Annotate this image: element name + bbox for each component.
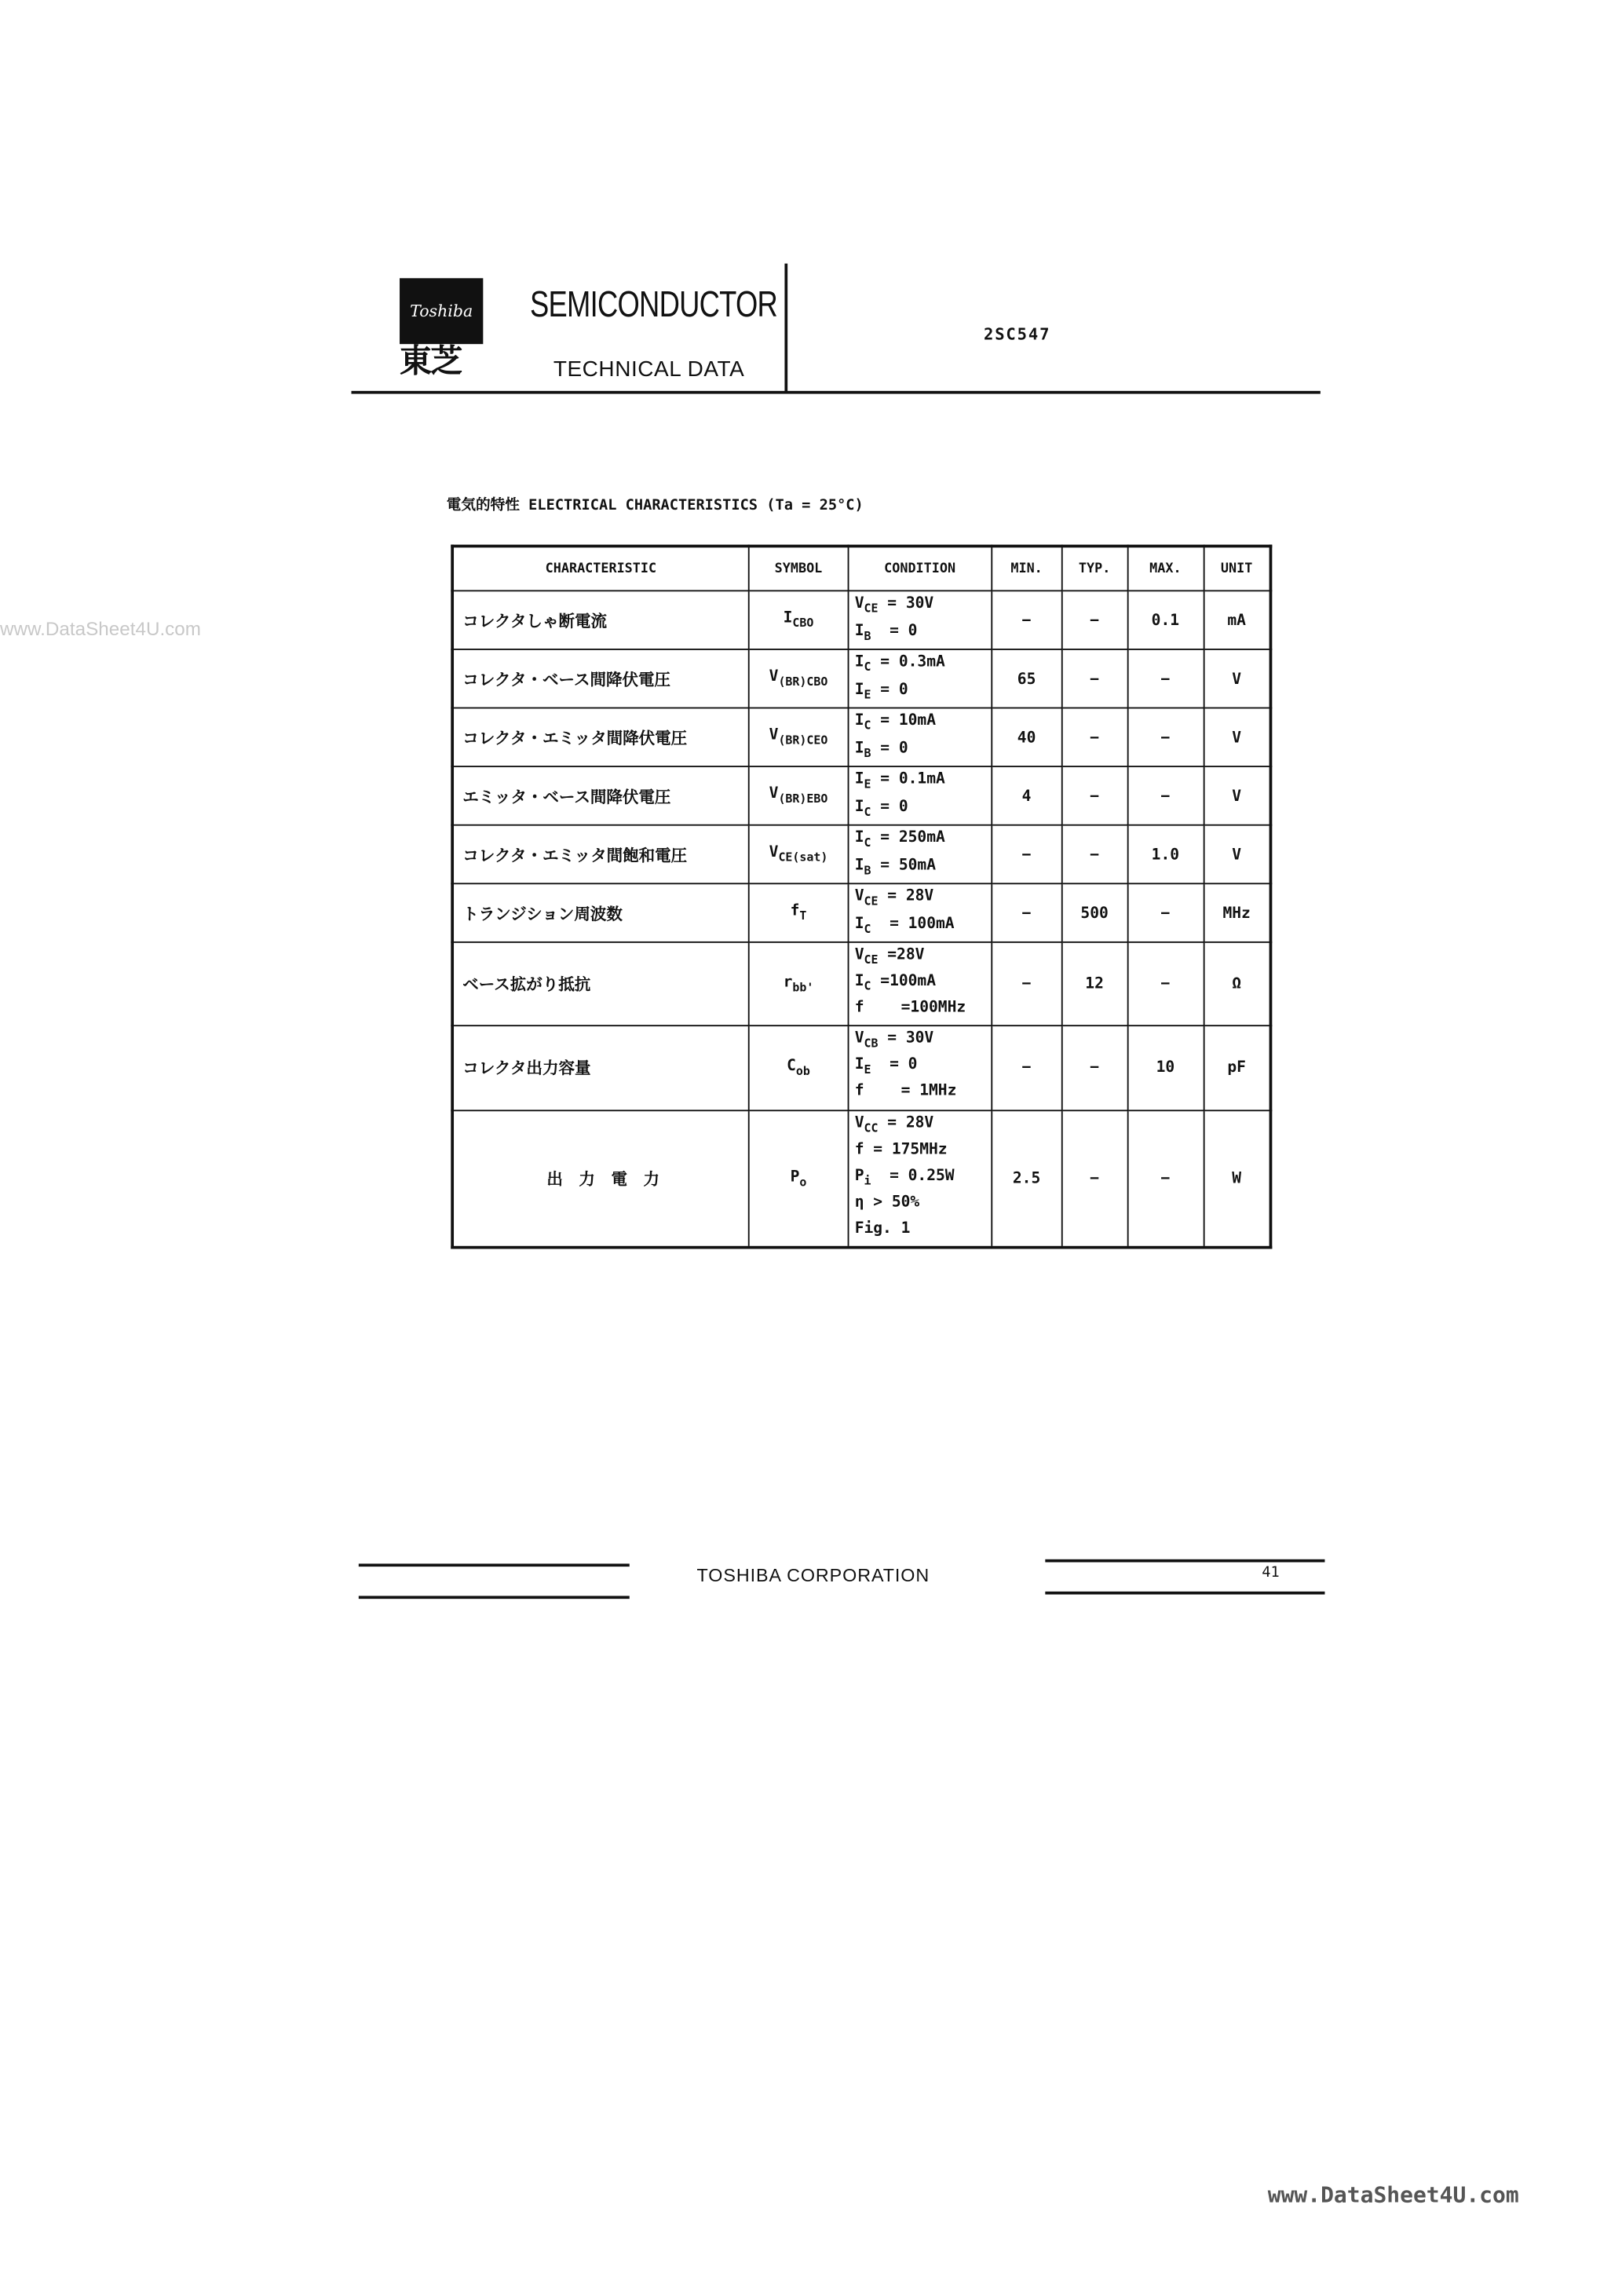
characteristic-cell: コレクタ・ベース間降伏電圧 — [452, 649, 749, 708]
condition-symbol: I — [854, 711, 864, 730]
symbol-cell — [749, 590, 849, 649]
toshiba-logo — [400, 278, 483, 383]
condition-subscript: C — [864, 836, 871, 850]
condition-symbol: I — [854, 914, 864, 932]
condition-value: =100MHz — [864, 999, 966, 1017]
condition-subscript: CC — [864, 1121, 879, 1135]
column-header: CHARACTERISTIC — [452, 546, 749, 590]
condition-value: = 1MHz — [864, 1082, 957, 1101]
condition-line — [855, 945, 985, 971]
symbol-subscript: T — [799, 909, 807, 923]
symbol-cell — [749, 1026, 849, 1110]
unit-cell: V — [1204, 708, 1271, 767]
condition-symbol: η — [854, 1193, 864, 1211]
condition-line — [855, 620, 985, 647]
footer-company: TOSHIBA CORPORATION — [696, 1565, 930, 1586]
header-divider — [784, 264, 787, 393]
typ-cell: − — [1061, 590, 1127, 649]
condition-value: = 0 — [871, 738, 908, 757]
min-cell: 40 — [992, 708, 1061, 767]
condition-symbol: I — [854, 680, 864, 698]
watermark-left: www.DataSheet4U.com — [0, 617, 201, 640]
symbol-main: f — [790, 902, 800, 920]
condition-symbol: I — [854, 770, 864, 788]
footer-rule — [1045, 1592, 1324, 1594]
min-cell: 65 — [992, 649, 1061, 708]
condition-line — [855, 997, 985, 1024]
condition-value: = 0 — [871, 1056, 918, 1074]
characteristic-cell: コレクタ出力容量 — [452, 1026, 749, 1110]
condition-value: = 100mA — [871, 914, 955, 932]
column-header: UNIT — [1204, 546, 1271, 590]
symbol-cell — [749, 766, 849, 825]
column-header: SYMBOL — [749, 546, 849, 590]
condition-subscript: E — [864, 687, 871, 701]
condition-line — [855, 770, 985, 796]
min-cell: 2.5 — [992, 1110, 1061, 1247]
typ-cell: − — [1061, 825, 1127, 884]
table-row — [452, 766, 1270, 825]
condition-subscript: CE — [864, 602, 879, 616]
condition-symbol: P — [854, 1166, 864, 1184]
symbol-cell — [749, 649, 849, 708]
condition-value: = 0.1mA — [871, 770, 945, 788]
table-row — [452, 1110, 1270, 1247]
max-cell: − — [1127, 883, 1204, 942]
condition-cell — [848, 883, 992, 942]
unit-cell: W — [1204, 1110, 1271, 1247]
condition-subscript: E — [864, 1063, 871, 1077]
condition-cell — [848, 1110, 992, 1247]
condition-line — [855, 1028, 985, 1055]
typ-cell: − — [1061, 1026, 1127, 1110]
condition-cell — [848, 942, 992, 1026]
condition-subscript: CE — [864, 953, 879, 967]
condition-symbol: I — [854, 621, 864, 639]
typ-cell: − — [1061, 708, 1127, 767]
characteristic-cell: トランジション周波数 — [452, 883, 749, 942]
symbol-subscript: (BR)EBO — [778, 792, 828, 806]
condition-subscript: C — [864, 719, 871, 733]
symbol-main: V — [769, 785, 779, 803]
typ-cell: − — [1061, 649, 1127, 708]
symbol-main: C — [787, 1057, 796, 1076]
condition-line — [855, 1139, 985, 1165]
typ-cell: 12 — [1061, 942, 1127, 1026]
condition-subscript: B — [864, 863, 871, 877]
min-cell: − — [992, 883, 1061, 942]
symbol-main: I — [783, 609, 793, 627]
symbol-subscript: (BR)CBO — [778, 675, 828, 689]
condition-subscript: B — [864, 629, 871, 642]
min-cell: − — [992, 942, 1061, 1026]
condition-cell — [848, 825, 992, 884]
header-subtitle: TECHNICAL DATA — [553, 356, 745, 382]
condition-line — [855, 711, 985, 737]
unit-cell: V — [1204, 825, 1271, 884]
table-row — [452, 590, 1270, 649]
condition-symbol: f — [854, 1082, 864, 1101]
table-row — [452, 708, 1270, 767]
condition-subscript: C — [864, 804, 871, 818]
page-number: 41 — [1262, 1565, 1280, 1581]
symbol-main: V — [769, 668, 779, 686]
condition-cell — [848, 766, 992, 825]
footer-rule — [1045, 1559, 1324, 1562]
condition-cell — [848, 649, 992, 708]
condition-line — [855, 913, 985, 940]
condition-line — [855, 887, 985, 913]
unit-cell: mA — [1204, 590, 1271, 649]
condition-symbol: V — [854, 1113, 864, 1132]
footer-rule — [359, 1563, 630, 1566]
table-row — [452, 1026, 1270, 1110]
symbol-cell — [749, 825, 849, 884]
section-title: 電気的特性 ELECTRICAL CHARACTERISTICS (Ta = 25°C) — [446, 497, 864, 514]
condition-value: = 28V — [878, 887, 934, 906]
watermark-bottom-right: www.DataSheet4U.com — [1267, 2181, 1519, 2208]
max-cell: 1.0 — [1127, 825, 1204, 884]
condition-symbol: I — [854, 797, 864, 815]
condition-symbol: I — [854, 738, 864, 757]
symbol-cell — [749, 1110, 849, 1247]
symbol-cell — [749, 942, 849, 1026]
column-header: MAX. — [1127, 546, 1204, 590]
characteristic-cell: コレクタ・エミッタ間降伏電圧 — [452, 708, 749, 767]
condition-subscript: CB — [864, 1036, 879, 1051]
condition-value: =28V — [878, 945, 925, 963]
condition-value: = 0.3mA — [871, 653, 945, 671]
symbol-cell — [749, 708, 849, 767]
part-number: 2SC547 — [984, 324, 1051, 345]
max-cell: 10 — [1127, 1026, 1204, 1110]
condition-symbol: I — [854, 1056, 864, 1074]
condition-symbol: V — [854, 1029, 864, 1047]
condition-line — [855, 971, 985, 997]
characteristic-cell: コレクタ・エミッタ間飽和電圧 — [452, 825, 749, 884]
max-cell: − — [1127, 766, 1204, 825]
condition-line — [855, 828, 985, 854]
symbol-main: V — [769, 843, 779, 862]
characteristic-cell: ベース拡がり抵抗 — [452, 942, 749, 1026]
column-header: CONDITION — [848, 546, 992, 590]
characteristic-cell: エミッタ・ベース間降伏電圧 — [452, 766, 749, 825]
table-row — [452, 942, 1270, 1026]
condition-value: = 10mA — [871, 711, 937, 730]
table-row — [452, 649, 1270, 708]
symbol-main: r — [783, 974, 793, 992]
symbol-cell — [749, 883, 849, 942]
condition-symbol: Fig. 1 — [854, 1219, 911, 1238]
condition-value: = 28V — [878, 1113, 934, 1132]
condition-line — [855, 737, 985, 764]
condition-value: = 175MHz — [864, 1139, 948, 1158]
condition-symbol: V — [854, 594, 864, 613]
condition-symbol: f — [854, 999, 864, 1017]
header-title: SEMICONDUCTOR — [529, 283, 778, 325]
condition-subscript: i — [864, 1174, 871, 1187]
condition-line — [855, 854, 985, 881]
table-row — [452, 883, 1270, 942]
condition-value: = 0 — [871, 621, 918, 639]
unit-cell: pF — [1204, 1026, 1271, 1110]
condition-value: = 0 — [871, 797, 908, 815]
unit-cell: V — [1204, 649, 1271, 708]
max-cell: − — [1127, 1110, 1204, 1247]
symbol-subscript: ob — [795, 1065, 810, 1079]
condition-value: = 250mA — [871, 829, 945, 847]
condition-line — [855, 1218, 985, 1245]
condition-subscript: C — [864, 979, 871, 993]
condition-symbol: f — [854, 1139, 864, 1158]
condition-subscript: B — [864, 746, 871, 759]
table-header-row — [452, 546, 1270, 590]
max-cell: 0.1 — [1127, 590, 1204, 649]
min-cell: 4 — [992, 766, 1061, 825]
condition-value: =100mA — [871, 972, 937, 990]
electrical-characteristics-table — [451, 545, 1272, 1249]
characteristic-cell: 出 力 電 力 — [452, 1110, 749, 1247]
symbol-subscript: o — [799, 1175, 807, 1189]
condition-line — [855, 1081, 985, 1108]
characteristic-cell: コレクタしゃ断電流 — [452, 590, 749, 649]
table-row — [452, 825, 1270, 884]
condition-symbol: I — [854, 972, 864, 990]
condition-symbol: V — [854, 887, 864, 906]
condition-line — [855, 795, 985, 822]
max-cell: − — [1127, 942, 1204, 1026]
condition-cell — [848, 590, 992, 649]
condition-subscript: CE — [864, 895, 879, 909]
condition-line — [855, 678, 985, 705]
min-cell: − — [992, 590, 1061, 649]
condition-line — [855, 1112, 985, 1139]
typ-cell: 500 — [1061, 883, 1127, 942]
condition-subscript: C — [864, 660, 871, 675]
condition-line — [855, 1165, 985, 1192]
column-header: TYP. — [1061, 546, 1127, 590]
min-cell: − — [992, 1026, 1061, 1110]
condition-value: = 0.25W — [871, 1166, 955, 1184]
unit-cell: V — [1204, 766, 1271, 825]
min-cell: − — [992, 825, 1061, 884]
condition-symbol: I — [854, 855, 864, 874]
condition-value: = 30V — [878, 1029, 934, 1047]
typ-cell: − — [1061, 1110, 1127, 1247]
column-header: MIN. — [992, 546, 1061, 590]
symbol-subscript: CBO — [792, 617, 814, 631]
condition-line — [855, 1055, 985, 1081]
condition-value: = 30V — [878, 594, 934, 613]
condition-line — [855, 594, 985, 620]
max-cell: − — [1127, 649, 1204, 708]
logo-emblem: Toshiba — [400, 278, 483, 344]
condition-subscript: C — [864, 921, 871, 935]
unit-cell: Ω — [1204, 942, 1271, 1026]
header-rule — [352, 391, 1321, 394]
unit-cell: MHz — [1204, 883, 1271, 942]
condition-symbol: V — [854, 945, 864, 963]
symbol-subscript: bb' — [792, 981, 814, 995]
symbol-subscript: (BR)CEO — [778, 734, 828, 748]
symbol-main: P — [790, 1168, 800, 1186]
condition-line — [855, 1191, 985, 1218]
condition-cell — [848, 1026, 992, 1110]
condition-symbol: I — [854, 829, 864, 847]
condition-value: = 50mA — [871, 855, 937, 874]
max-cell: − — [1127, 708, 1204, 767]
logo-kanji: 東芝 — [400, 344, 462, 381]
condition-cell — [848, 708, 992, 767]
condition-line — [855, 653, 985, 679]
typ-cell: − — [1061, 766, 1127, 825]
condition-value: > 50% — [864, 1193, 920, 1211]
condition-symbol: I — [854, 653, 864, 671]
footer-rule — [359, 1596, 630, 1598]
condition-subscript: E — [864, 778, 871, 792]
symbol-main: V — [769, 726, 779, 745]
symbol-subscript: CE(sat) — [778, 851, 828, 865]
condition-value: = 0 — [871, 680, 908, 698]
